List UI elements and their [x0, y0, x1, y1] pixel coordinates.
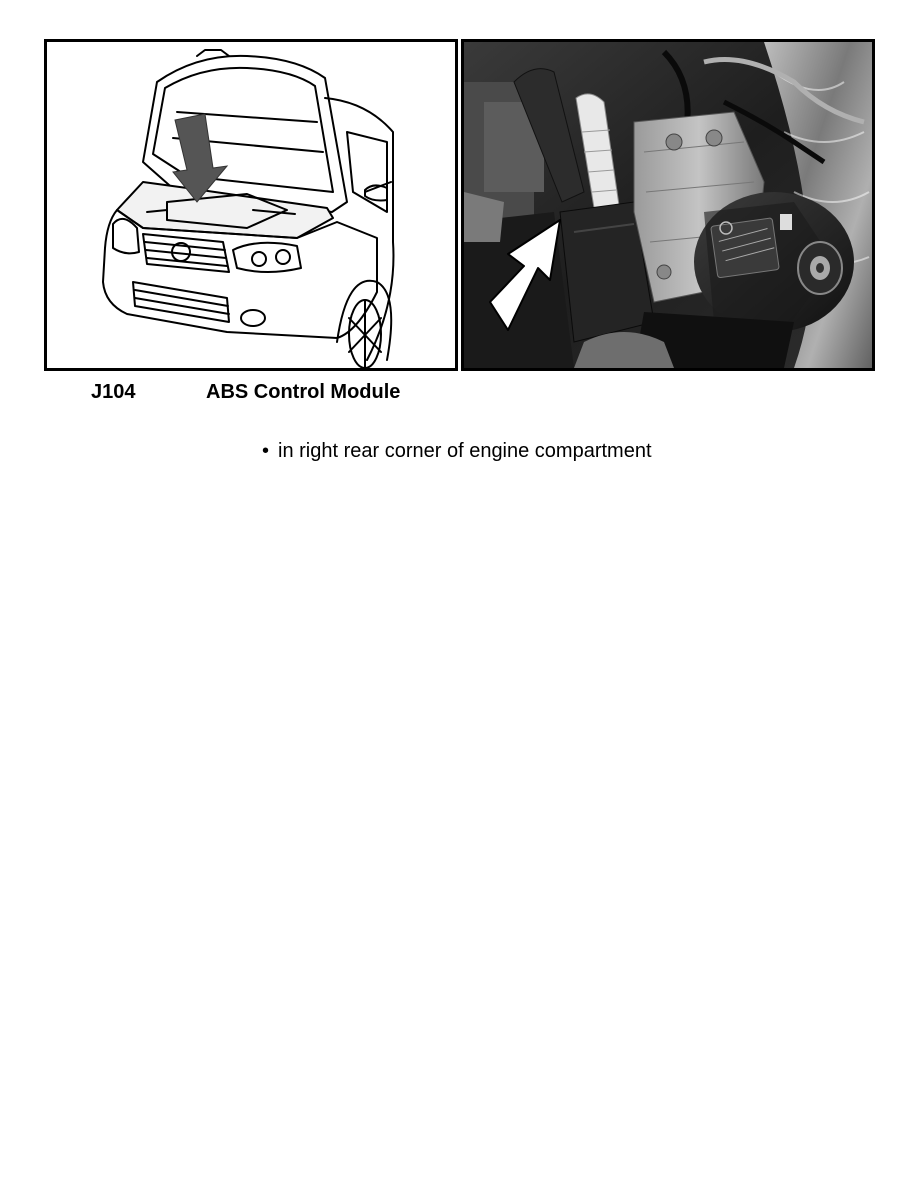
car-hood-open-illustration	[47, 42, 455, 368]
component-name: ABS Control Module	[206, 381, 401, 403]
component-code: J104	[91, 381, 136, 403]
bullet-point: •	[262, 440, 270, 462]
abs-module-photo-figure	[461, 39, 875, 371]
car-illustration-figure	[44, 39, 458, 371]
location-note	[262, 439, 652, 463]
abs-module-photo	[464, 42, 872, 368]
location-note-text: in right rear corner of engine compartment	[278, 440, 652, 462]
